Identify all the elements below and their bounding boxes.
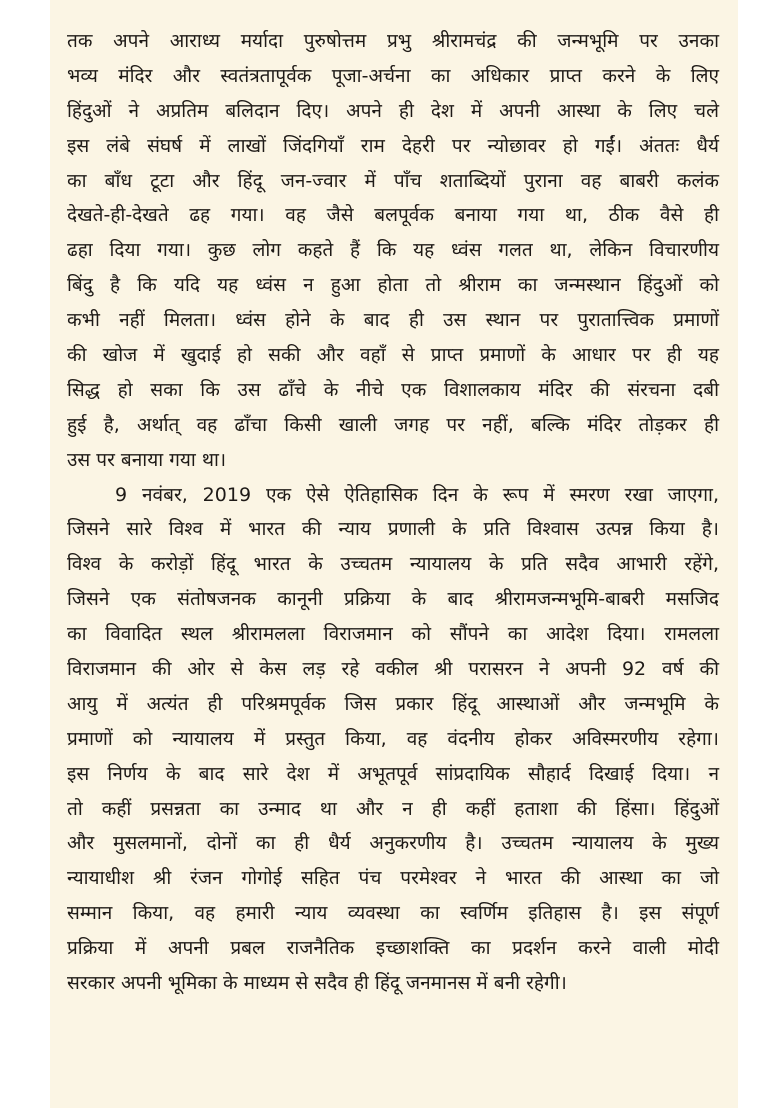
- text-line: प्रक्रिया में अपनी प्रबल राजनैतिक इच्छाशक्ति का प्रदर्शन करने वाली मोदी: [67, 937, 719, 960]
- text-line: हिंदुओं ने अप्रतिम बलिदान दिए। अपने ही देश में अपनी आस्था के लिए चले: [67, 99, 719, 122]
- text-line: तक अपने आराध्य मर्यादा पुरुषोत्तम प्रभु श्रीरामचंद्र की जन्मभूमि पर उनका: [67, 30, 719, 52]
- text-line: न्यायाधीश श्री रंजन गोगोई सहित पंच परमेश्वर ने भारत की आस्था का जो: [67, 867, 719, 890]
- text-line: और मुसलमानों, दोनों का ही धैर्य अनुकरणीय है। उच्चतम न्यायालय के मुख्य: [67, 832, 719, 855]
- text-line: विराजमान की ओर से केस लड़ रहे वकील श्री परासरन ने अपनी 92 वर्ष की: [67, 658, 719, 681]
- text-line: ढहा दिया गया। कुछ लोग कहते हैं कि यह ध्वंस गलत था, लेकिन विचारणीय: [67, 239, 719, 262]
- book-page: [50, 0, 738, 1108]
- text-line: जिसने सारे विश्व में भारत की न्याय प्रणाली के प्रति विश्वास उत्पन्न किया है।: [67, 518, 719, 541]
- text-line: उस पर बनाया गया था।: [67, 448, 227, 471]
- text-line: तो कहीं प्रसन्नता का उन्माद था और न ही कहीं हताशा की हिंसा। हिंदुओं: [67, 797, 719, 820]
- text-line: का बाँध टूटा और हिंदू जन-ज्वार में पाँच शताब्दियों पुराना वह बाबरी कलंक: [67, 169, 719, 192]
- text-line: 9 नवंबर, 2019 एक ऐसे ऐतिहासिक दिन के रूप में स्मरण रखा जाएगा,: [115, 483, 719, 506]
- text-line: देखते-ही-देखते ढह गया। वह जैसे बलपूर्वक बनाया गया था, ठीक वैसे ही: [67, 204, 719, 227]
- text-line: की खोज में खुदाई हो सकी और वहाँ से प्राप्त प्रमाणों के आधार पर ही यह: [67, 344, 719, 367]
- text-line: सरकार अपनी भूमिका के माध्यम से सदैव ही हिंदू जनमानस में बनी रहेगी।: [67, 972, 567, 995]
- text-line: भव्य मंदिर और स्वतंत्रतापूर्वक पूजा-अर्चना का अधिकार प्राप्त करने के लिए: [67, 64, 719, 87]
- text-line: बिंदु है कि यदि यह ध्वंस न हुआ होता तो श्रीराम का जन्मस्थान हिंदुओं को: [67, 274, 719, 297]
- text-line: सिद्ध हो सका कि उस ढाँचे के नीचे एक विशालकाय मंदिर की संरचना दबी: [67, 378, 719, 401]
- text-line: कभी नहीं मिलता। ध्वंस होने के बाद ही उस स्थान पर पुरातात्त्विक प्रमाणों: [67, 309, 719, 332]
- text-line: इस लंबे संघर्ष में लाखों जिंदगियाँ राम देहरी पर न्योछावर हो गईं। अंततः धैर्य: [67, 134, 719, 157]
- text-line: जिसने एक संतोषजनक कानूनी प्रक्रिया के बाद श्रीरामजन्मभूमि-बाबरी मसजिद: [67, 588, 719, 611]
- page-text: [67, 24, 719, 1001]
- text-line: आयु में अत्यंत ही परिश्रमपूर्वक जिस प्रकार हिंदू आस्थाओं और जन्मभूमि के: [67, 692, 719, 715]
- text-line: सम्मान किया, वह हमारी न्याय व्यवस्था का स्वर्णिम इतिहास है। इस संपूर्ण: [67, 902, 719, 925]
- text-line: इस निर्णय के बाद सारे देश में अभूतपूर्व सांप्रदायिक सौहार्द दिखाई दिया। न: [67, 762, 719, 785]
- text-line: विश्व के करोड़ों हिंदू भारत के उच्चतम न्यायालय के प्रति सदैव आभारी रहेंगे,: [67, 553, 719, 576]
- text-line: हुई है, अर्थात् वह ढाँचा किसी खाली जगह पर नहीं, बल्कि मंदिर तोड़कर ही: [67, 413, 719, 436]
- paragraph-2: [67, 478, 719, 1001]
- paragraph-1: [67, 24, 719, 478]
- text-line: का विवादित स्थल श्रीरामलला विराजमान को सौंपने का आदेश दिया। रामलला: [67, 623, 719, 646]
- text-line: प्रमाणों को न्यायालय में प्रस्तुत किया, वह वंदनीय होकर अविस्मरणीय रहेगा।: [67, 727, 719, 750]
